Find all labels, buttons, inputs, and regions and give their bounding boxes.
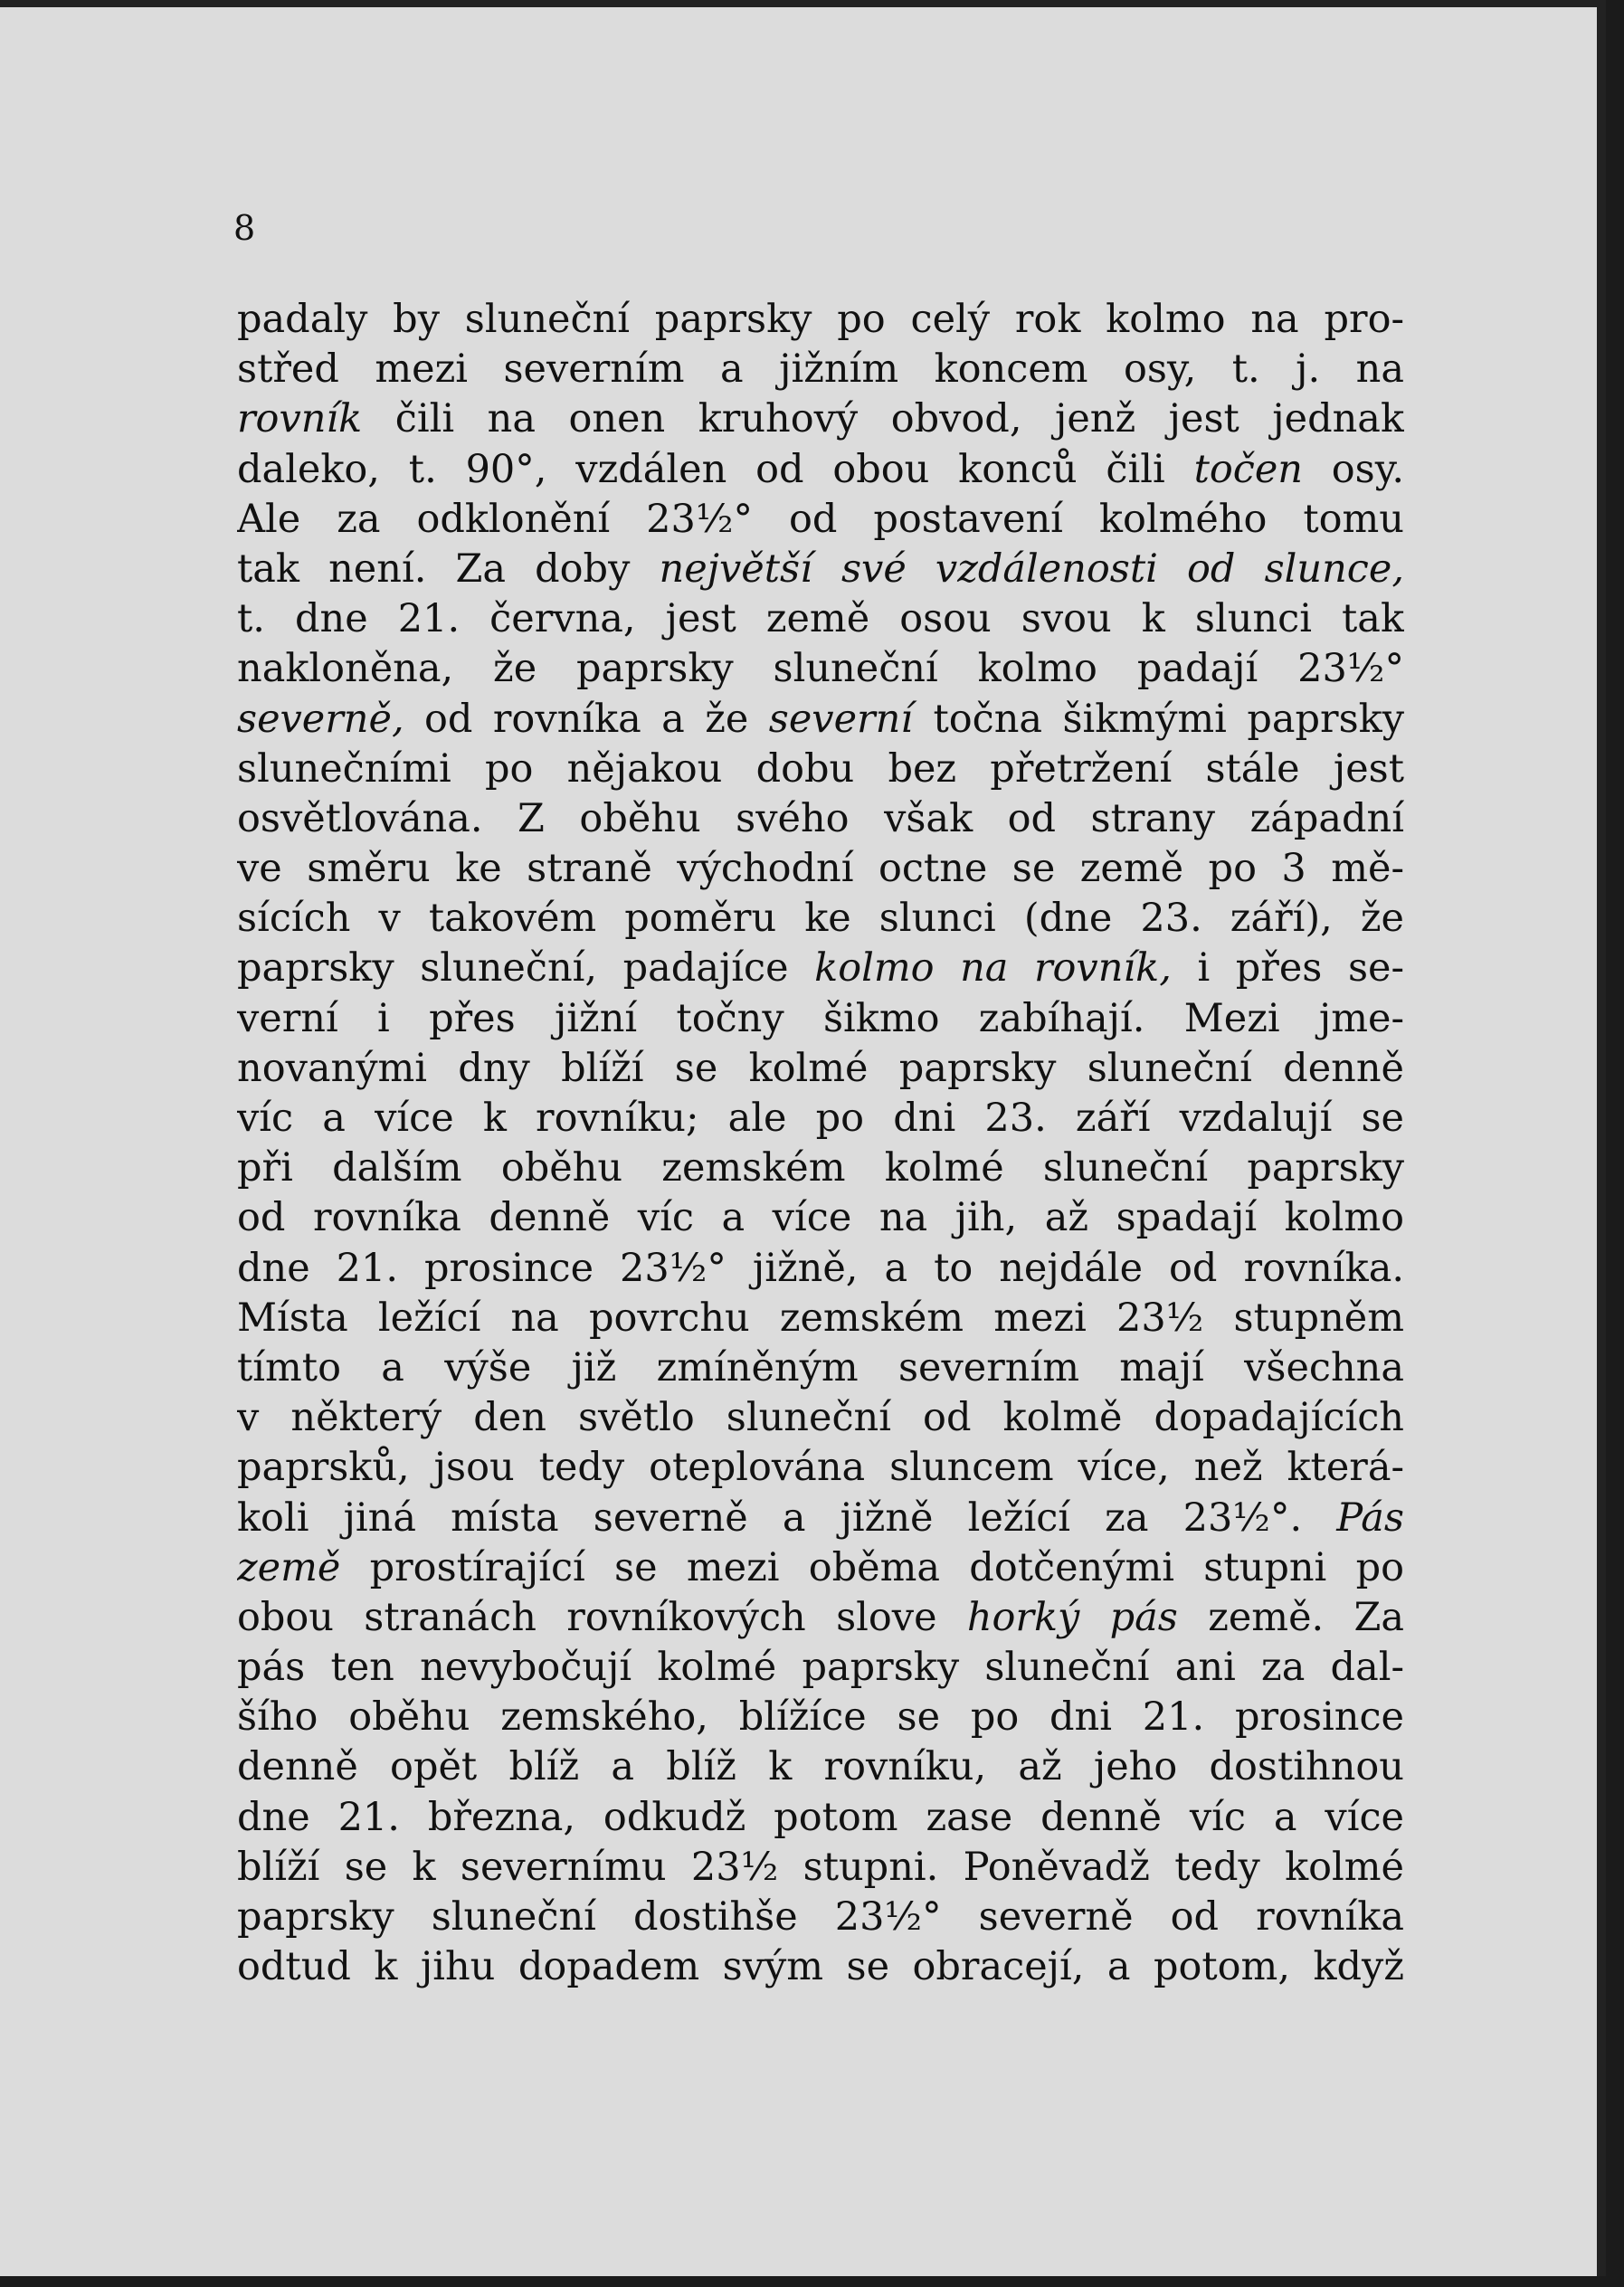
italic-term: největší své vzdálenosti od slunce, xyxy=(659,546,1404,592)
text-segment: točna šikmými paprsky xyxy=(913,696,1404,742)
text-segment: dne 21. března, odkudž potom zase denně víc a více xyxy=(237,1794,1404,1840)
text-segment: i přes se- xyxy=(1171,945,1404,992)
text-segment: čili na onen kruhový obvod, jenž jest jednak xyxy=(362,396,1404,442)
text-segment: nakloněna, že paprsky sluneční kolmo padají 23½° xyxy=(237,646,1404,692)
text-line xyxy=(237,1893,1404,1942)
text-line xyxy=(237,1294,1404,1343)
text-line xyxy=(237,545,1404,594)
text-line xyxy=(237,594,1404,644)
text-line xyxy=(237,1543,1404,1593)
italic-term: Pás xyxy=(1336,1495,1404,1541)
text-segment: tak není. Za doby xyxy=(237,546,660,592)
text-segment: sících v takovém poměru ke slunci (dne 23. září), že xyxy=(237,896,1404,942)
italic-term: rovník xyxy=(237,396,363,442)
text-line xyxy=(237,1094,1404,1144)
text-line xyxy=(237,1643,1404,1693)
italic-term: severně, xyxy=(237,696,404,742)
text-line xyxy=(237,1443,1404,1493)
body-text xyxy=(237,295,1404,1992)
italic-term: horký pás xyxy=(966,1594,1178,1640)
text-segment: šího oběhu zemského, blížíce se po dni 21. prosince xyxy=(237,1694,1404,1741)
text-segment: od rovníka a že xyxy=(404,696,769,742)
text-segment: víc a více k rovníku; ale po dni 23. září vzdalují se xyxy=(237,1096,1404,1141)
text-segment: padaly by sluneční paprsky po celý rok kolmo na pro- xyxy=(237,297,1404,342)
text-segment: osy. xyxy=(1302,446,1404,492)
italic-term: země xyxy=(237,1544,341,1590)
text-line xyxy=(237,745,1404,794)
text-line xyxy=(237,1193,1404,1243)
text-segment: pás ten nevybočují kolmé paprsky sluneční ani za dal- xyxy=(237,1645,1404,1691)
text-line xyxy=(237,445,1404,495)
text-line xyxy=(237,1593,1404,1643)
text-segment: země. Za xyxy=(1177,1594,1404,1640)
text-segment: paprsky sluneční, padajíce xyxy=(237,945,815,992)
text-segment: koli jiná místa severně a jižně ležící za 23½°. xyxy=(237,1495,1337,1541)
text-line xyxy=(237,644,1404,694)
text-segment: obou stranách rovníkových slove xyxy=(237,1594,967,1640)
text-line xyxy=(237,1144,1404,1193)
text-line xyxy=(237,894,1404,944)
text-line xyxy=(237,1044,1404,1094)
text-line xyxy=(237,794,1404,844)
text-line xyxy=(237,1494,1404,1543)
text-line xyxy=(237,345,1404,394)
text-segment: daleko, t. 90°, vzdálen od obou konců čili xyxy=(237,446,1194,492)
text-segment: denně opět blíž a blíž k rovníku, až jeho dostihnou xyxy=(237,1744,1404,1790)
text-segment: střed mezi severním a jižním koncem osy, t. j. na xyxy=(237,346,1404,393)
text-line xyxy=(237,944,1404,993)
text-segment: odtud k jihu dopadem svým se obracejí, a potom, když xyxy=(237,1944,1404,1990)
text-segment: prostírající se mezi oběma dotčenými stupni po xyxy=(340,1544,1404,1590)
text-line xyxy=(237,295,1404,345)
text-line xyxy=(237,1742,1404,1792)
text-line xyxy=(237,1343,1404,1393)
text-segment: verní i přes jižní točny šikmo zabíhají. Mezi jme- xyxy=(237,995,1404,1041)
text-segment: Místa ležící na povrchu zemském mezi 23½ stupněm xyxy=(237,1295,1404,1341)
text-line xyxy=(237,1693,1404,1742)
text-line xyxy=(237,1843,1404,1893)
text-line xyxy=(237,1393,1404,1443)
text-line xyxy=(237,1244,1404,1294)
italic-term: točen xyxy=(1193,446,1303,492)
text-segment: t. dne 21. června, jest země osou svou k slunci tak xyxy=(237,596,1404,642)
text-segment: tímto a výše již zmíněným severním mají všechna xyxy=(237,1344,1404,1390)
text-segment: ve směru ke straně východní octne se země po 3 mě- xyxy=(237,846,1404,892)
text-line xyxy=(237,495,1404,545)
text-line xyxy=(237,844,1404,894)
text-line xyxy=(237,1942,1404,1992)
text-segment: blíží se k severnímu 23½ stupni. Poněvadž tedy kolmé xyxy=(237,1844,1404,1890)
text-segment: při dalším oběhu zemském kolmé sluneční paprsky xyxy=(237,1145,1404,1191)
text-segment: novanými dny blíží se kolmé paprsky sluneční denně xyxy=(237,1045,1404,1091)
text-segment: paprsků, jsou tedy oteplována sluncem více, než která- xyxy=(237,1445,1404,1491)
text-segment: od rovníka denně víc a více na jih, až spadají kolmo xyxy=(237,1195,1404,1241)
italic-term: severní xyxy=(768,696,914,742)
page-number: 8 xyxy=(233,208,256,248)
text-line xyxy=(237,695,1404,745)
text-line xyxy=(237,394,1404,444)
text-segment: osvětlována. Z oběhu svého však od strany západní xyxy=(237,795,1404,841)
text-segment: dne 21. prosince 23½° jižně, a to nejdále od rovníka. xyxy=(237,1245,1404,1291)
text-segment: paprsky sluneční dostihše 23½° severně od rovníka xyxy=(237,1894,1404,1940)
text-segment: Ale za odklonění 23½° od postavení kolmého tomu xyxy=(237,496,1404,542)
text-segment: v některý den světlo sluneční od kolmě dopadajících xyxy=(237,1395,1404,1441)
text-line xyxy=(237,1793,1404,1843)
italic-term: kolmo na rovník, xyxy=(814,945,1172,992)
text-segment: slunečními po nějakou dobu bez přetržení stále jest xyxy=(237,745,1404,792)
text-line xyxy=(237,994,1404,1044)
